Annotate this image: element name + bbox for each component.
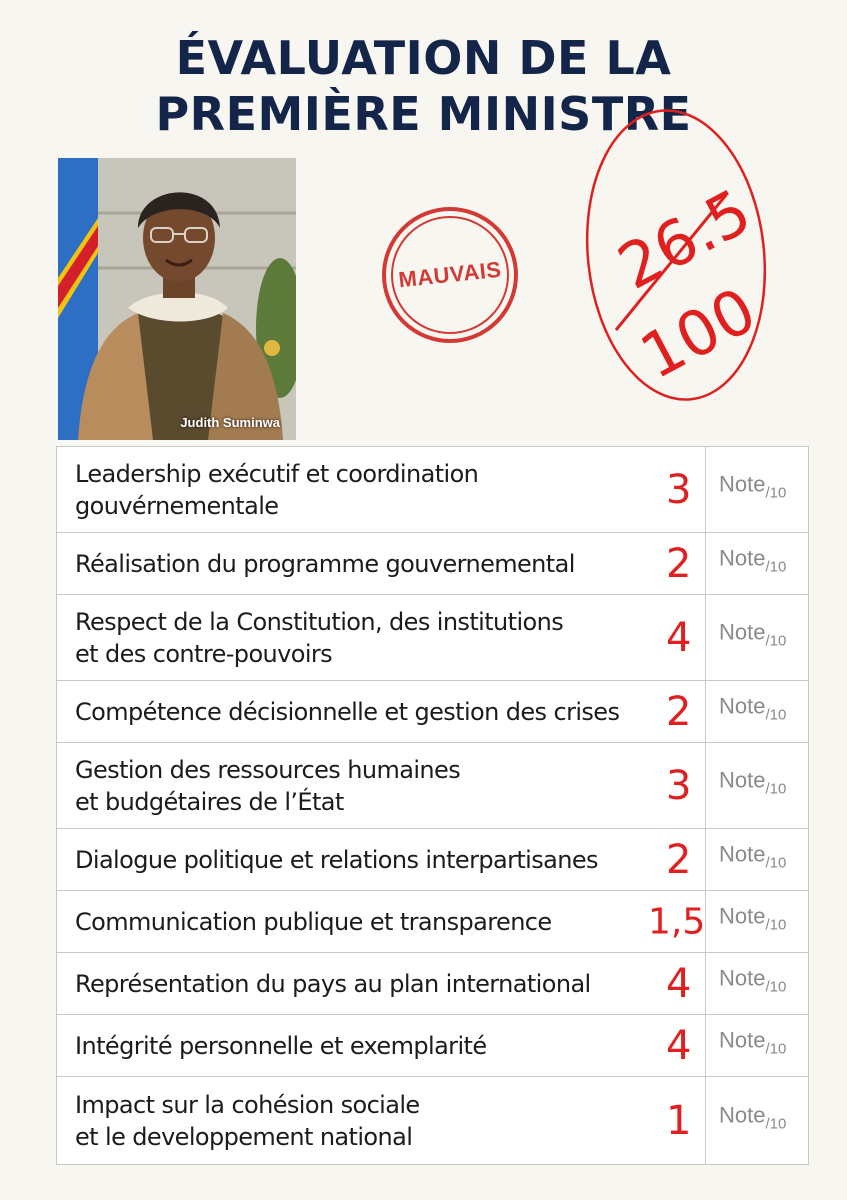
photo-caption: Judith Suminwa bbox=[180, 415, 280, 430]
note-word: Note bbox=[719, 544, 766, 570]
criterion-label: Compétence décisionnelle et gestion des crises bbox=[75, 697, 620, 726]
table-row bbox=[57, 829, 809, 891]
table-row bbox=[57, 743, 809, 829]
table-row bbox=[57, 891, 809, 953]
criterion-label: Respect de la Constitution, des institutions et des contre-pouvoirs bbox=[75, 607, 564, 668]
note-word: Note bbox=[719, 618, 766, 644]
note-scale: /10 bbox=[765, 1114, 787, 1132]
stamp-label: MAUVAIS bbox=[397, 256, 503, 293]
note-word: Note bbox=[719, 470, 766, 496]
table-row bbox=[57, 447, 809, 533]
note-cell bbox=[666, 447, 809, 533]
note-label bbox=[719, 1027, 786, 1057]
score-numerator: 26.5 bbox=[606, 174, 763, 304]
handwritten-score: 2 bbox=[666, 836, 692, 883]
criterion-cell bbox=[57, 1077, 706, 1165]
handwritten-score: 1,5 bbox=[648, 901, 706, 942]
criterion-label: Intégrité personnelle et exemplarité bbox=[75, 1031, 487, 1060]
note-word: Note bbox=[719, 692, 766, 718]
evaluation-table bbox=[56, 446, 809, 1165]
criterion-label: Dialogue politique et relations interpartisanes bbox=[75, 845, 598, 874]
note-scale: /10 bbox=[765, 1039, 787, 1057]
note-cell bbox=[666, 953, 809, 1015]
note-cell bbox=[666, 743, 809, 829]
note-label bbox=[719, 767, 786, 797]
handwritten-score: 3 bbox=[666, 762, 692, 809]
criterion-label: Impact sur la cohésion sociale et le developpement national bbox=[75, 1090, 420, 1151]
criterion-cell bbox=[57, 533, 706, 595]
handwritten-score: 2 bbox=[666, 540, 692, 587]
handwritten-score: 4 bbox=[666, 960, 692, 1007]
note-label bbox=[719, 903, 786, 933]
mauvais-stamp bbox=[380, 205, 520, 345]
portrait-photo bbox=[58, 158, 296, 440]
note-word: Note bbox=[719, 1101, 766, 1127]
note-label bbox=[719, 619, 786, 649]
note-label bbox=[719, 693, 786, 723]
table-row bbox=[57, 1015, 809, 1077]
note-label bbox=[719, 841, 786, 871]
note-label bbox=[719, 545, 786, 575]
criterion-cell bbox=[57, 447, 706, 533]
table-row bbox=[57, 595, 809, 681]
criterion-cell bbox=[57, 595, 706, 681]
table-row bbox=[57, 1077, 809, 1165]
portrait-illustration bbox=[58, 158, 296, 440]
note-word: Note bbox=[719, 766, 766, 792]
note-cell bbox=[666, 1015, 809, 1077]
criterion-label: Réalisation du programme gouvernemental bbox=[75, 549, 575, 578]
note-scale: /10 bbox=[765, 483, 787, 501]
note-cell bbox=[666, 681, 809, 743]
note-cell bbox=[648, 891, 809, 953]
note-word: Note bbox=[719, 1026, 766, 1052]
handwritten-score: 4 bbox=[666, 614, 692, 661]
note-label bbox=[719, 1102, 786, 1132]
handwritten-score-drawing bbox=[576, 95, 776, 405]
criterion-label: Représentation du pays au plan international bbox=[75, 969, 591, 998]
note-label bbox=[719, 471, 786, 501]
criterion-cell bbox=[57, 1015, 706, 1077]
note-cell bbox=[666, 1077, 809, 1165]
handwritten-score: 4 bbox=[666, 1022, 692, 1069]
criterion-label: Communication publique et transparence bbox=[75, 907, 552, 936]
note-cell bbox=[666, 829, 809, 891]
criterion-cell bbox=[57, 829, 706, 891]
score-denominator: 100 bbox=[628, 273, 768, 394]
handwritten-score: 2 bbox=[666, 688, 692, 735]
criterion-label: Gestion des ressources humaines et budgétaires de l’État bbox=[75, 755, 461, 816]
note-scale: /10 bbox=[765, 705, 787, 723]
handwritten-total-score bbox=[576, 95, 776, 405]
criterion-cell bbox=[57, 953, 706, 1015]
criterion-label: Leadership exécutif et coordination gouvérnementale bbox=[75, 459, 479, 520]
criterion-cell bbox=[57, 743, 706, 829]
table-row bbox=[57, 533, 809, 595]
title-line-2: PREMIÈRE MINISTRE bbox=[155, 87, 692, 141]
note-cell bbox=[666, 533, 809, 595]
note-word: Note bbox=[719, 840, 766, 866]
note-scale: /10 bbox=[765, 977, 787, 995]
criterion-cell bbox=[57, 891, 706, 953]
note-word: Note bbox=[719, 964, 766, 990]
note-label bbox=[719, 965, 786, 995]
note-cell bbox=[666, 595, 809, 681]
note-scale: /10 bbox=[765, 853, 787, 871]
table-row bbox=[57, 953, 809, 1015]
note-scale: /10 bbox=[765, 915, 787, 933]
table-row bbox=[57, 681, 809, 743]
handwritten-score: 3 bbox=[666, 466, 692, 513]
note-scale: /10 bbox=[765, 779, 787, 797]
title-line-1: ÉVALUATION DE LA bbox=[175, 31, 672, 85]
handwritten-score: 1 bbox=[666, 1097, 692, 1144]
note-scale: /10 bbox=[765, 557, 787, 575]
note-scale: /10 bbox=[765, 631, 787, 649]
criterion-cell bbox=[57, 681, 706, 743]
note-word: Note bbox=[719, 902, 766, 928]
